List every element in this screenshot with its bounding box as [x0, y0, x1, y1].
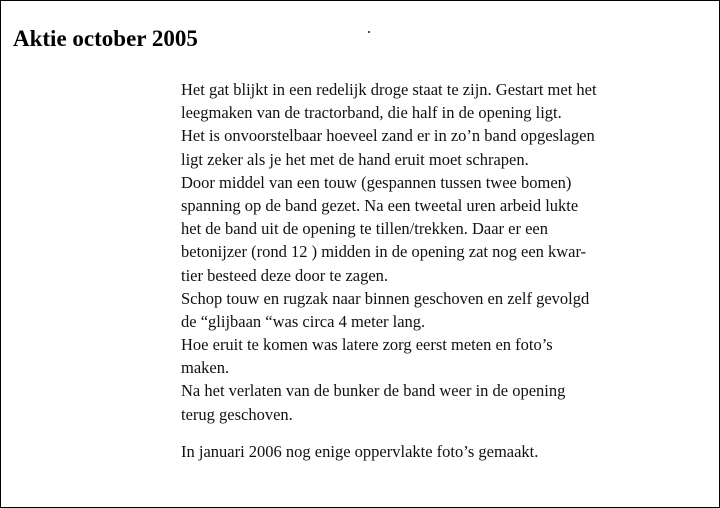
closing-line: In januari 2006 nog enige oppervlakte foto’s gemaakt.: [181, 441, 539, 461]
text-line: Het is onvoorstelbaar hoeveel zand er in zo’n band opgeslagen: [181, 126, 595, 146]
text-line: maken.: [181, 358, 230, 378]
text-line: Het gat blijkt in een redelijk droge staat te zijn. Gestart met het: [181, 80, 597, 99]
text-line: Na het verlaten van de bunker de band weer in de opening: [181, 381, 566, 401]
text-line: Schop touw en rugzak naar binnen geschoven en zelf gevolgd: [181, 288, 590, 308]
text-line: de “glijbaan “was circa 4 meter lang.: [181, 311, 426, 331]
text-line: spanning op de band gezet. Na een tweetal uren arbeid lukte: [181, 195, 579, 215]
text-line: terug geschoven.: [181, 404, 293, 424]
page-title: Aktie october 2005: [13, 26, 198, 51]
text-line: het de band uit de opening te tillen/trekken. Daar er een: [181, 219, 548, 239]
scan-speck: [368, 31, 370, 33]
text-line: tier besteed deze door te zagen.: [181, 265, 389, 285]
text-line: Hoe eruit te komen was latere zorg eerst meten en foto’s: [181, 335, 553, 355]
text-line: leegmaken van de tractorband, die half in de opening ligt.: [181, 103, 562, 123]
text-line: betonijzer (rond 12 ) midden in de opening zat nog een kwar-: [181, 242, 587, 262]
text-line: ligt zeker als je het met de hand eruit moet schrapen.: [181, 149, 529, 169]
text-line: Door middel van een touw (gespannen tussen twee bomen): [181, 172, 572, 192]
body-text: [181, 78, 711, 463]
paragraph-spacer: [181, 426, 711, 440]
